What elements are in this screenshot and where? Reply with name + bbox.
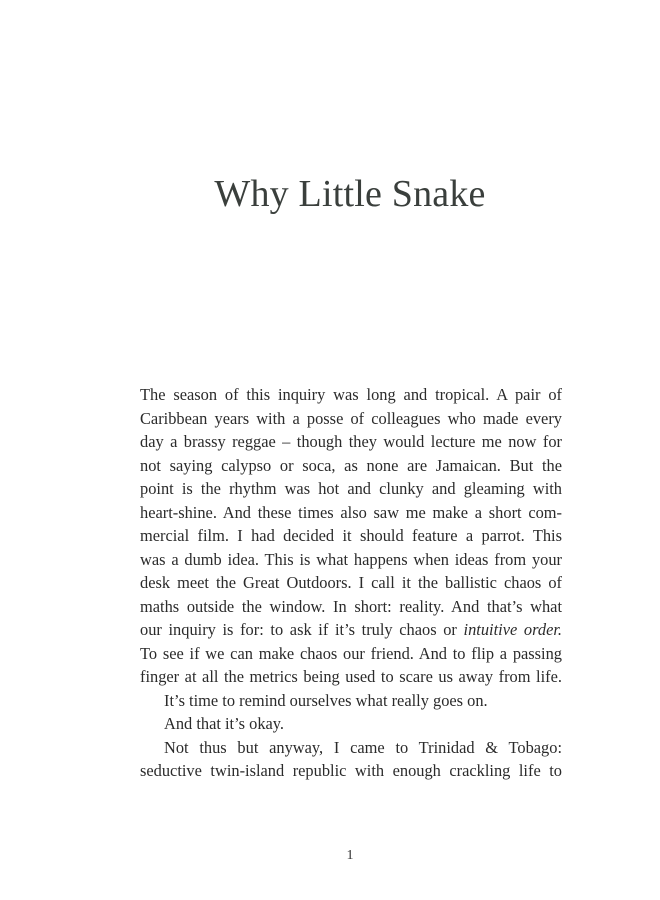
text-line: was a dumb idea. This is what happens when ideas from your xyxy=(140,549,562,569)
text-line: point is the rhythm was hot and clunky and gleaming with xyxy=(140,479,562,498)
text-line: Caribbean years with a posse of colleagues who made every xyxy=(140,408,562,428)
italic-phrase: intuitive order. xyxy=(463,620,563,639)
text-line: And that it’s okay. xyxy=(164,714,285,733)
text-line: finger at all the metrics being used to scare us away from life. xyxy=(140,667,562,686)
text-line: heart-shine. And these times also saw me make a short com- xyxy=(140,502,562,522)
text-line: Not thus but anyway, I came to Trinidad & Tobago: xyxy=(164,737,562,757)
text-line: To see if we can make chaos our friend. And to flip a passing xyxy=(140,643,562,663)
body-text xyxy=(140,383,562,783)
text-line: seductive twin-island republic with enough crackling life to xyxy=(140,761,562,780)
text-line: mercial film. I had decided it should feature a parrot. This xyxy=(140,526,562,545)
page-number: 1 xyxy=(346,848,354,863)
text-line: not saying calypso or soca, as none are Jamaican. But the xyxy=(140,455,562,475)
chapter-title: Why Little Snake xyxy=(214,173,486,215)
text-line: desk meet the Great Outdoors. I call it the ballistic chaos of xyxy=(140,573,562,592)
text-line: It’s time to remind ourselves what really goes on. xyxy=(164,690,488,710)
text-line: maths outside the window. In short: reality. And that’s what xyxy=(140,596,562,616)
text-line: day a brassy reggae – though they would lecture me now for xyxy=(140,432,562,451)
text-line-with-italic xyxy=(140,618,562,642)
text-segment: our inquiry is for: to ask if it’s truly chaos or xyxy=(140,620,464,639)
text-line: The season of this inquiry was long and tropical. A pair of xyxy=(140,385,562,404)
